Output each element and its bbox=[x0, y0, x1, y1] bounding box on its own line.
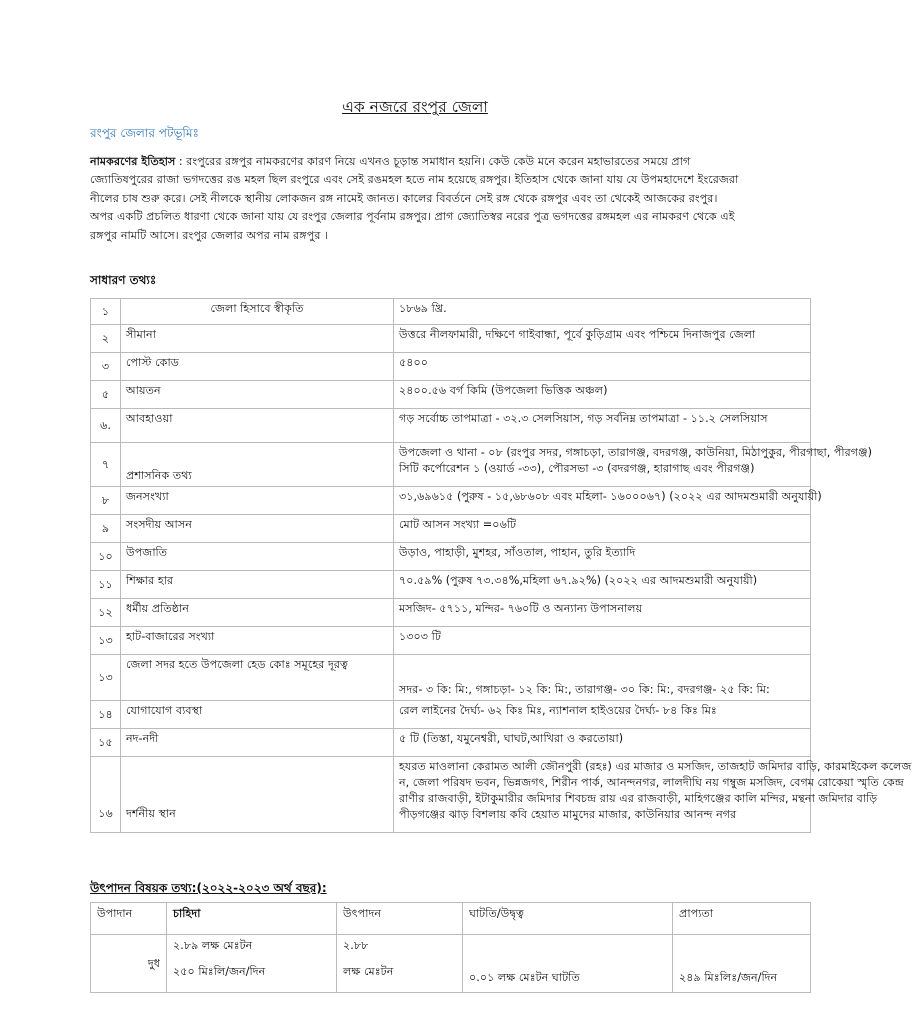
table-row bbox=[91, 353, 811, 381]
row-number: ৯ bbox=[91, 515, 121, 543]
row-label: সংসদীয় আসন bbox=[121, 515, 394, 543]
naming-history-paragraph bbox=[90, 153, 740, 245]
row-label: উপজাতি bbox=[121, 543, 394, 571]
row-label: দর্শনীয় স্থান bbox=[121, 757, 394, 833]
general-info-heading: সাধারণ তথ্যঃ bbox=[90, 273, 157, 287]
production-amount-line: ২.৮৮ bbox=[343, 939, 369, 952]
row-value: ১৩০৩ টি bbox=[394, 627, 811, 655]
general-info-table bbox=[90, 298, 912, 833]
production-availability: ২৪৯ মিঃলিঃ/জন/দিন bbox=[673, 935, 811, 993]
table-row bbox=[91, 571, 811, 599]
row-value: ৫ টি (তিস্তা, যমুনেশ্বরী, ঘাঘট,আখিরা ও করতোয়া) bbox=[394, 729, 811, 757]
row-value: ২৪০০.৫৬ বর্গ কিমি (উপজেলা ভিত্তিক অঞ্চল) bbox=[394, 381, 811, 409]
production-heading: উৎপাদন বিষয়ক তথ্য:(২০২২-২০২৩ অর্থ বছর): bbox=[90, 881, 327, 895]
row-label: আবহাওয়া bbox=[121, 409, 394, 443]
row-label: যোগাযোগ ব্যবস্থা bbox=[121, 701, 394, 729]
row-number: ১১ bbox=[91, 571, 121, 599]
row-value: মোট আসন সংখ্যা =০৬টি bbox=[394, 515, 811, 543]
table-row bbox=[91, 701, 811, 729]
row-number: ৫ bbox=[91, 381, 121, 409]
column-header-availability: প্রাপ্যতা bbox=[673, 903, 811, 935]
table-row bbox=[91, 515, 811, 543]
naming-history-label: নামকরণের ইতিহাস bbox=[90, 155, 176, 168]
column-header-deficit: ঘাটতি/উদ্বৃত্ব bbox=[463, 903, 673, 935]
naming-history-text: : রংপুরের রঙ্গপুর নামকরণের কারণ নিয়ে এখনও চূড়ান্ত সমাধান হয়নি। কেউ কেউ মনে করেন মহাভারতের সময়ে প্রাগ জ্যোতিষপুরের রাজা ভগদত্তের রঙ মহল ছিল রংপুরে এবং সেই রঙমহল হতে নাম হয়েছে রঙ্গপুর। ইতিহাস থেকে জানা যায় যে উপমহাদেশে ইংরেজরা নীলের চাষ শুরু করে। সেই নীলকে স্থানীয় লোকজন রঙ্গ নামেই জানত। কালের বিবর্তনে সেই রঙ্গ থেকে রঙ্গপুর এবং তা থেকেই আজকের রংপুর। অপর একটি প্রচলিত ধারণা থেকে জানা যায় যে রংপুর জেলার পূর্বনাম রঙ্গপুর। প্রাগ জ্যোতিস্বর নরের পুত্র ভগদত্তের রঙ্গমহল এর নামকরণ থেকে এই রঙ্গপুর নামটি আসে। রংপুর জেলার অপর নাম রঙ্গপুর । bbox=[90, 155, 739, 242]
production-demand-line: ২.৮৯ লক্ষ মেঃটন bbox=[173, 939, 253, 952]
row-value bbox=[394, 443, 873, 487]
row-number: ১৪ bbox=[91, 701, 121, 729]
table-row bbox=[91, 325, 811, 353]
table-row bbox=[91, 655, 811, 701]
row-number: ৩ bbox=[91, 353, 121, 381]
row-number: ১২ bbox=[91, 599, 121, 627]
row-value: গড় সর্বোচ্চ তাপমাত্রা - ৩২.৩ সেলসিয়াস, গড় সর্বনিম্ন তাপমাত্রা - ১১.২ সেলসিয়াস bbox=[394, 409, 811, 443]
row-label: ধর্মীয় প্রতিষ্ঠান bbox=[121, 599, 394, 627]
table-row bbox=[91, 443, 811, 487]
background-heading: রংপুর জেলার পটভূমিঃ bbox=[90, 126, 199, 140]
row-value: ৫৪০০ bbox=[394, 353, 811, 381]
row-value: উড়াও, পাহাড়ী, মুশহর, সাঁওতাল, পাহান, তুরি ইত্যাদি bbox=[394, 543, 811, 571]
row-label: প্রশাসনিক তথ্য bbox=[121, 443, 394, 487]
row-label: জনসংখ্যা bbox=[121, 487, 394, 515]
table-row bbox=[91, 409, 811, 443]
row-value-line: পীড়গঞ্জের ঝাড় বিশলায় কবি হেয়াত মামুদের মাজার, কাউনিয়ার আনন্দ নগর bbox=[399, 808, 737, 821]
row-label: আয়তন bbox=[121, 381, 394, 409]
row-label: জেলা সদর হতে উপজেলা হেড কোঃ সমূহের দূরত্ব bbox=[121, 655, 394, 701]
table-row bbox=[91, 627, 811, 655]
row-value: ১৮৬৯ খ্রি. bbox=[394, 299, 811, 325]
row-value: ৭০.৫৯% (পুরুষ ৭৩.৩৪%,মহিলা ৬৭.৯২%) (২০২২ এর আদমশুমারী অনুযায়ী) bbox=[394, 571, 811, 599]
row-number: ৮ bbox=[91, 487, 121, 515]
row-number: ১৬ bbox=[91, 757, 121, 833]
row-value-line: হযরত মাওলানা কেরামত আলী জৌনপুরী (রহঃ) এর মাজার ও মসজিদ, তাজহাট জমিদার বাড়ি, কারমাইকেল কলেজ bbox=[399, 760, 912, 773]
row-value: রেল লাইনের দৈর্ঘ্য- ৬২ কিঃ মিঃ, ন্যাশনাল হাইওয়ের দৈর্ঘ্য- ৮৪ কিঃ মিঃ bbox=[394, 701, 811, 729]
table-row bbox=[91, 487, 811, 515]
column-header-item: উপাদান bbox=[91, 903, 167, 935]
row-label: সীমানা bbox=[121, 325, 394, 353]
table-row bbox=[91, 729, 811, 757]
row-value: উত্তরে নীলফামারী, দক্ষিণে গাইবান্ধা, পূর্বে কুড়িগ্রাম এবং পশ্চিমে দিনাজপুর জেলা bbox=[394, 325, 811, 353]
row-number: ১৩ bbox=[91, 627, 121, 655]
row-value-line: ন, জেলা পরিষদ ভবন, ভিন্নজগৎ, শিরীন পার্ক, আনন্দনগর, লালদীঘি নয় গম্বুজ মসজিদ, বেগম রোকেয়া স্মৃতি কেন্দ্র bbox=[399, 776, 904, 789]
column-header-demand: চাহিদা bbox=[167, 903, 337, 935]
row-value-line: সিটি কর্পোরেশন ১ (ওয়ার্ড -৩৩), পৌরসভা -৩ (বদরগঞ্জ, হারাগাছ এবং পীরগঞ্জ) bbox=[399, 462, 755, 475]
row-number: ১৫ bbox=[91, 729, 121, 757]
production-table bbox=[90, 902, 811, 993]
row-number: ২ bbox=[91, 325, 121, 353]
production-demand-line: ২৫০ মিঃলি/জন/দিন bbox=[173, 965, 266, 978]
table-row bbox=[91, 543, 811, 571]
table-row bbox=[91, 757, 811, 833]
production-deficit: ০.০১ লক্ষ মেঃটন ঘাটতি bbox=[463, 935, 673, 993]
row-label: হাট-বাজারের সংখ্যা bbox=[121, 627, 394, 655]
row-value-line: উপজেলা ও থানা - ০৮ (রংপুর সদর, গঙ্গাচড়া, তারাগঞ্জ, বদরগঞ্জ, কাউনিয়া, মিঠাপুকুর, পীরগাছা, পীরগঞ্জ) bbox=[399, 446, 873, 459]
row-number: ৬. bbox=[91, 409, 121, 443]
table-header-row bbox=[91, 903, 811, 935]
production-amount bbox=[337, 935, 463, 993]
row-label: নদ-নদী bbox=[121, 729, 394, 757]
production-item: দুধ bbox=[91, 935, 167, 993]
row-number: ১৩ bbox=[91, 655, 121, 701]
row-number: ১০ bbox=[91, 543, 121, 571]
column-header-production: উৎপাদন bbox=[337, 903, 463, 935]
table-row bbox=[91, 299, 811, 325]
table-row bbox=[91, 381, 811, 409]
table-row bbox=[91, 935, 811, 993]
row-value: সদর- ৩ কি: মি:, গঙ্গাচড়া- ১২ কি: মি:, তারাগঞ্জ- ৩০ কি: মি:, বদরগঞ্জ- ২৫ কি: মি: bbox=[394, 655, 811, 701]
page-title: এক নজরে রংপুর জেলা bbox=[342, 98, 488, 116]
row-number: ১ bbox=[91, 299, 121, 325]
row-label: শিক্ষার হার bbox=[121, 571, 394, 599]
table-row bbox=[91, 599, 811, 627]
row-value: মসজিদ- ৫৭১১, মন্দির- ৭৬০টি ও অন্যান্য উপাসনালয় bbox=[394, 599, 811, 627]
row-value-line: রাণীর রাজবাড়ী, ইটাকুমারীর জমিদার শিবচন্দ্র রায় এর রাজবাড়ী, মাহিগঞ্জের কালি মন্দির, মন্থনা জমিদার বাড়ি bbox=[399, 792, 878, 805]
production-demand bbox=[167, 935, 337, 993]
production-amount-line: লক্ষ মেঃটন bbox=[343, 965, 394, 978]
row-number: ৭ bbox=[91, 443, 121, 487]
row-value bbox=[394, 757, 912, 833]
row-label: জেলা হিসাবে স্বীকৃতি bbox=[121, 299, 394, 325]
row-value: ৩১,৬৯৬১৫ (পুরুষ - ১৫,৬৮৬০৮ এবং মহিলা- ১৬০০০৬৭) (২০২২ এর আদমশুমারী অনুযায়ী) bbox=[394, 487, 811, 515]
row-label: পোস্ট কোড bbox=[121, 353, 394, 381]
